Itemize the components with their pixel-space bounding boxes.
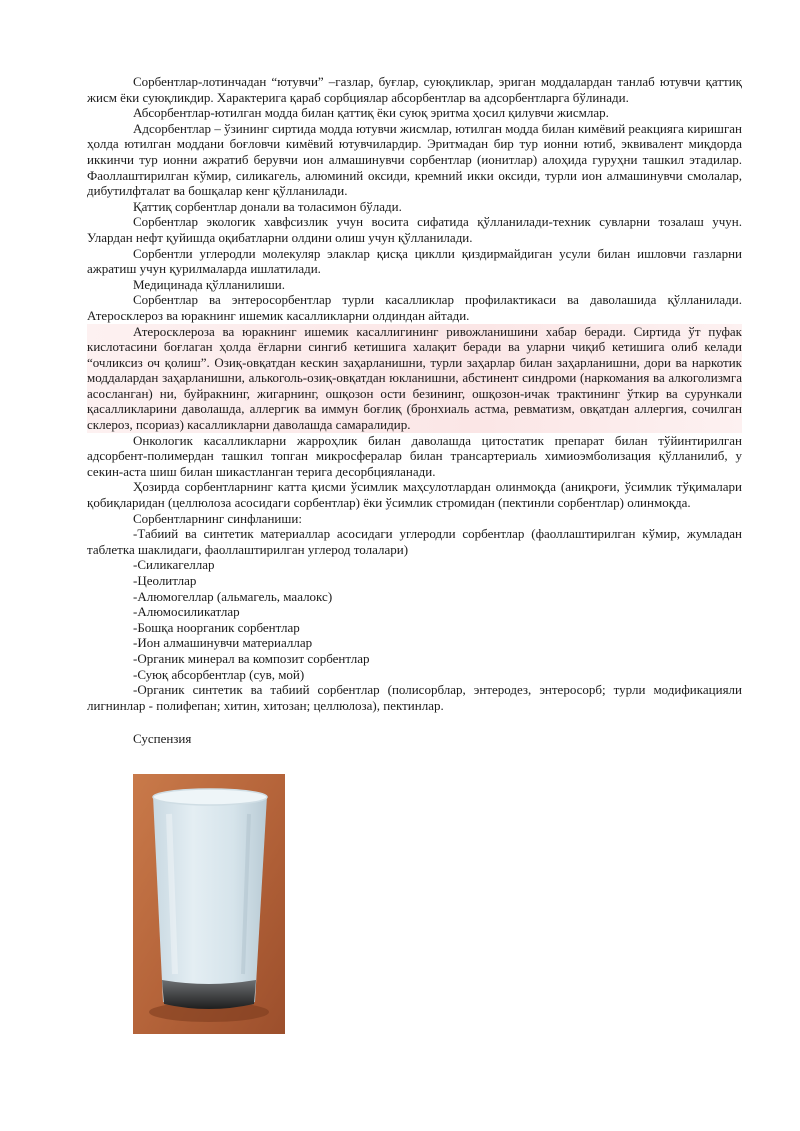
list-item: -Алюмогеллар (альмагель, маалокс) bbox=[133, 588, 333, 604]
paragraph-solid-sorbents: Қаттиқ сорбентлар донали ва толасимон бўлади. bbox=[133, 198, 402, 214]
paragraph-sorbents-definition: Сорбентлар-лотинчадан “ютувчи” –газлар, буғлар, суюқликлар, эриган моддалардан танлаб ютувчи қаттиқ жисм ёки суюқликдир. Характерига қараб сорбциялар абсорбентлар ва адсорбентларга бўлинади. bbox=[87, 74, 742, 105]
list-item: -Суюқ абсорбентлар (сув, мой) bbox=[133, 666, 305, 682]
section-heading-suspension: Суспензия bbox=[133, 731, 192, 747]
glass-of-milk-photo bbox=[133, 774, 285, 1034]
list-item: -Табиий ва синтетик материаллар асосидаги углеродли сорбентлар (фаоллаштирилган кўмир, жумладан таблетка шаклидаги, фаоллаштирилган углерод толалари) bbox=[87, 526, 742, 557]
list-item: -Органик минерал ва композит сорбентлар bbox=[133, 650, 370, 666]
paragraph-oncology: Онкологик касалликларни жарроҳлик билан даволашда цитостатик препарат билан тўйинтирилган адсорбент-полимердан ташкил топган микросфералар билан трансартериаль химиоэмболизация қўлланилиб, у секин-аста шиш билан шикастланган терига десорбцияланади. bbox=[87, 432, 742, 479]
list-item: -Органик синтетик ва табиий сорбентлар (полисорблар, энтеродез, энтеросорб; турли модификацияли лигнинлар - полифепан; хитин, хитозан; целлюлоза), пектинлар. bbox=[87, 682, 742, 713]
list-item: -Ион алмашинувчи материаллар bbox=[133, 635, 313, 651]
list-item: -Алюмосиликатлар bbox=[133, 604, 240, 620]
document-body bbox=[87, 74, 742, 747]
list-item: -Бошқа ноорганик сорбентлар bbox=[133, 619, 300, 635]
paragraph-adsorbents: Адсорбентлар – ўзининг сиртида модда ютувчи жисмлар, ютилган модда билан кимёвий реакцияга киришган ҳолда ютилган моддани боғловчи кимёвий ютувчилардир. Эритмадан бир тур ионни ютиб, эквивалент миқдорда иккинчи тур ионни ажратиб берувчи ион алмашинувчи сорбентлар (ионитлар) алоҳида гуруҳни ташкил этадилар. Фаоллаштирилган кўмир, силикагель, алюминий оксиди, кремний икки оксиди, турли ион алмашинувчи смолалар, дибутилфталат ва бошқалар кенг қўлланилади. bbox=[87, 120, 742, 199]
paragraph-classification-heading: Сорбентларнинг синфланиши: bbox=[133, 510, 302, 526]
glass-of-milk-icon bbox=[133, 774, 285, 1034]
paragraph-medicine-heading: Медицинада қўлланилиши. bbox=[133, 276, 285, 292]
paragraph-atherosclerosis: Атеросклероза ва юракнинг ишемик касаллигининг ривожланишини хабар беради. Сиртида ўт пуфак кислотасини боғлаган ҳолда ёғларни сингиб кетишига халақит беради ва уларни чиқиб кетишига олиб келади “очликсиз оч қолиш”. Озиқ-овқатдан кескин заҳарланишни, турли заҳарлар билан заҳарланишни, дори ва наркотик моддалардан заҳарланишни, алькоголь-озиқ-овқатдан юкланишни, абстинент синдроми (наркомания ва алкоголизмга асосланган) ни, буйракнинг, жигарнинг, ошқозон ости безининг, ошқозон-ичак трактининг ўткир ва сурункали қасалликларини даволашда, аллергик ва иммун боғлиқ (бронхиаль астма, ревматизм, овқатдан аллергия, сочилган склероз, псориаз) касалликларни даволашда самаралидир. bbox=[87, 323, 742, 433]
paragraph-absorbents: Абсорбентлар-ютилган модда билан қаттиқ ёки суюқ эритма ҳосил қилувчи жисмлар. bbox=[133, 105, 609, 121]
paragraph-plant-sorbents: Ҳозирда сорбентларнинг катта қисми ўсимлик маҳсулотлардан олинмоқда (аниқроғи, ўсимлик тўқималари қобиқларидан (целлюлоза асосидаги сорбентлар) ёки ўсимлик стромидан (пектинли сорбентлар) олинмоқда. bbox=[87, 479, 742, 511]
paragraph-enterosorbents: Сорбентлар ва энтеросорбентлар турли касалликлар профилактикаси ва даволашида қўлланилади. Атеросклероз ва юракнинг ишемик касалликларни олдиндан айтади. bbox=[87, 292, 742, 323]
paragraph-carbon-sieves: Сорбентли углеродли молекуляр элаклар қисқа циклли қиздирмайдиган усули билан ишловчи газларни ажратиш учун қурилмаларда ишлатилади. bbox=[87, 245, 742, 277]
list-item: -Цеолитлар bbox=[133, 573, 197, 588]
list-item: -Силикагеллар bbox=[133, 557, 215, 573]
paragraph-ecology: Сорбентлар экологик хавфсизлик учун восита сифатида қўлланилади-техник сувларни тозалаш учун. Улардан нефт қуйишда оқибатларни олдини олиш учун қўлланилади. bbox=[87, 214, 742, 245]
